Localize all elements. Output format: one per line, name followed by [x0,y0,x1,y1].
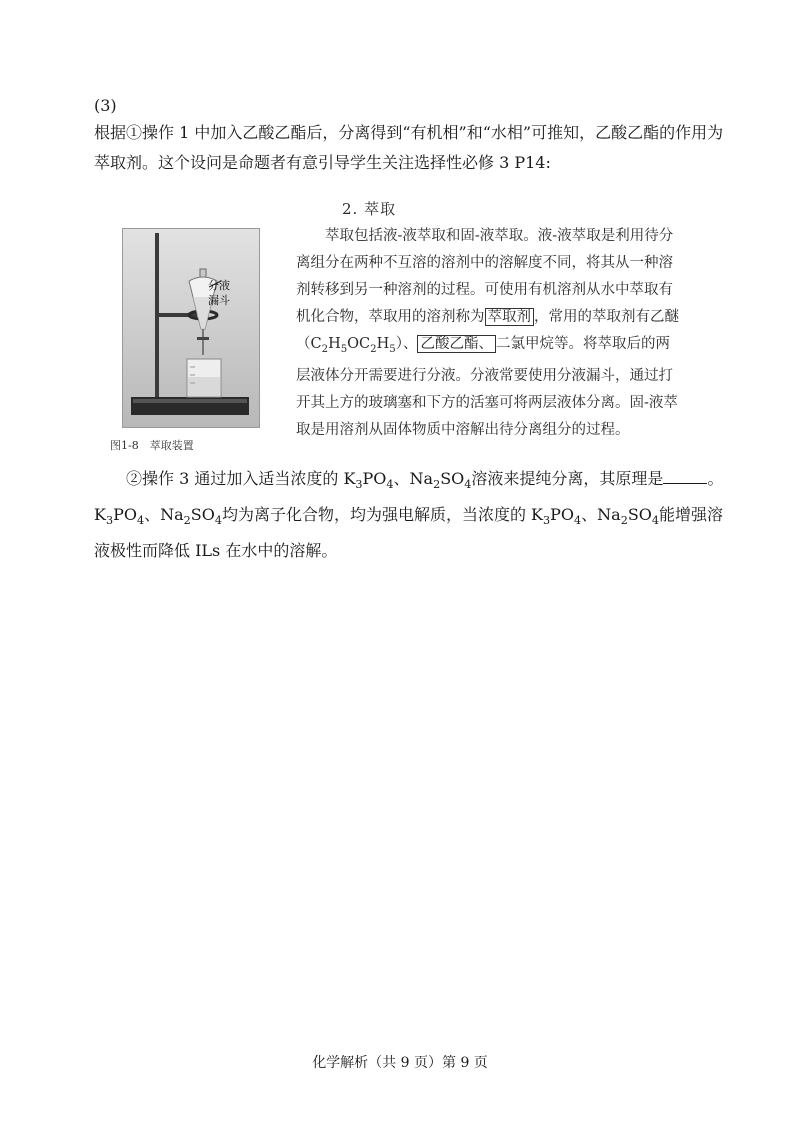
p2-text-e: 溶液来提纯分离，其原理是 [471,469,664,488]
p2-text-k: PO [550,505,575,525]
p2-text-d: SO [440,469,465,488]
sub: 2 [433,478,441,492]
paragraph-operation3 [94,464,734,566]
excerpt-body [296,223,680,444]
p2-text-m: SO [627,505,652,525]
sub: 2 [183,514,191,528]
question-number: (3) [94,96,117,115]
apparatus-illustration [123,229,259,427]
p2-text-b: PO [362,469,387,488]
funnel-label-line1: 分液 [208,279,230,292]
p2-text-j: 均为离子化合物，均为强电解质，当浓度的 K [221,505,544,525]
p2-text-g: PO [113,505,137,525]
highlight-box-ethyl-acetate: 乙酸乙酯、 [417,335,496,353]
extraction-figure [110,228,262,458]
excerpt-text-1: 萃取包括液-液萃取和固-液萃取。液-液萃取是利用待分离组分在两种不互溶的溶剂中的溶解度不同，将其从一种溶剂转移到另一种溶剂的过程。可使用有机溶剂从水中萃取有机化合物，萃取用的溶剂称为 [296,228,674,325]
sub: 4 [574,514,582,528]
p2-text-i: SO [190,505,215,525]
excerpt-title: 2. 萃取 [342,200,397,218]
highlight-box-extractant: 萃取剂 [485,308,535,326]
funnel-label-line2: 漏斗 [208,294,230,307]
paragraph-intro: 根据①操作 1 中加入乙酸乙酯后，分离得到“有机相”和“水相”可推知，乙酸乙酯的作用为萃取剂。这个设问是命题者有意引导学生关注选择性必修 3 P14: [94,123,724,172]
answer-blank [663,467,707,484]
page-footer: 化学解析（共 9 页）第 9 页 [312,1055,488,1071]
textbook-excerpt [296,196,680,444]
sub: 4 [386,478,394,492]
p2-text-n: 能增强溶液极性而降低 ILs 在水中的溶解。 [94,505,724,561]
sub: 4 [136,514,145,528]
sub: 2 [620,514,628,528]
p2-text-l: 、Na [581,505,621,525]
p2-text-f: 。K [94,469,724,525]
excerpt-text-4: 二氯甲烷等。将萃取后的两层液体分开需要进行分液。分液常要使用分液漏斗，通过打开其上方的玻璃塞和下方的活塞可将两层液体分离。固-液萃取是用溶剂从固体物质中溶解出待分离组分的过程。 [296,336,678,438]
funnel-label [208,278,230,308]
p2-text-a: ②操作 3 通过加入适当浓度的 K [126,469,356,488]
excerpt-text-2: ，常用的萃取剂有乙醚（ [296,309,679,352]
ether-formula: $C_2H_5OC_2H_5$ [310,336,396,355]
p2-text-c: 、Na [393,469,434,488]
figure-caption: 图1-8 萃取装置 [110,439,194,452]
sub: 3 [543,514,551,528]
sub: 4 [214,514,222,528]
sub: 4 [464,478,472,492]
extraction-apparatus-photo [122,228,260,428]
p2-text-h: 、Na [144,505,184,525]
sub: 4 [651,514,660,528]
excerpt-text-3: ）、 [395,336,418,352]
sub: 3 [105,514,114,528]
sub: 3 [355,478,363,492]
